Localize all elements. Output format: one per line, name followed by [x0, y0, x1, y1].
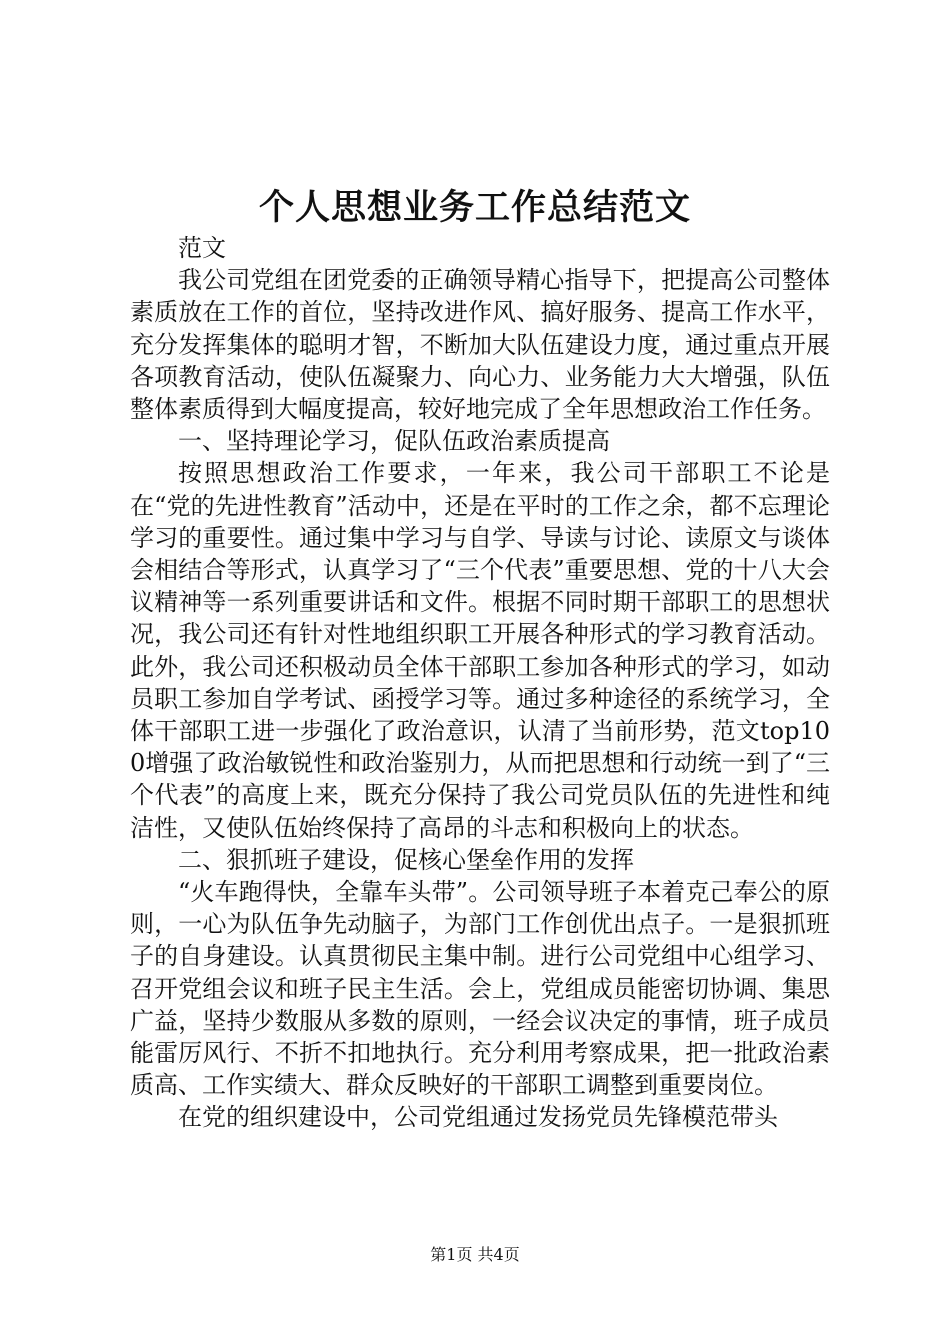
paragraph-section-1: 按照思想政治工作要求，一年来，我公司干部职工不论是在“党的先进性教育”活动中，还是在平时的工作之余，都不忘理论学习的重要性。通过集中学习与自学、导读与讨论、读原文与谈体会相结合等形式，认真学习了“三个代表”重要思想、党的十八大会议精神等一系列重要讲话和文件。根据不同时期干部职工的思想状况，我公司还有针对性地组织职工开展各种形式的学习教育活动。此外，我公司还积极动员全体干部职工参加各种形式的学习，如动员职工参加自学考试、函授学习等。通过多种途径的系统学习，全体干部职工进一步强化了政治意识，认清了当前形势，范文top100增强了政治敏锐性和政治鉴别力，从而把思想和行动统一到了“三个代表”的高度上来，既充分保持了我公司党员队伍的先进性和纯洁性，又使队伍始终保持了高昂的斗志和积极向上的状态。	[130, 459, 830, 842]
document-body	[130, 232, 830, 1134]
section-heading-1: 一、坚持理论学习，促队伍政治素质提高	[178, 427, 610, 456]
document-title: 个人思想业务工作总结范文	[258, 187, 691, 228]
paragraph-intro: 我公司党组在团党委的正确领导精心指导下，把提高公司整体素质放在工作的首位，坚持改进作风、搞好服务、提高工作水平，充分发挥集体的聪明才智，不断加大队伍建设力度，通过重点开展各项教育活动，使队伍凝聚力、向心力、业务能力大大增强，队伍整体素质得到大幅度提高，较好地完成了全年思想政治工作任务。	[130, 266, 830, 424]
section-heading-2: 二、狠抓班子建设，促核心堡垒作用的发挥	[178, 845, 634, 874]
paragraph-section-2: “火车跑得快，全靠车头带”。公司领导班子本着克己奉公的原则，一心为队伍争先动脑子，为部门工作创优出点子。一是狠抓班子的自身建设。认真贯彻民主集中制。进行公司党组中心组学习、召开党组会议和班子民主生活。会上，党组成员能密切协调、集思广益，坚持少数服从多数的原则，一经会议决定的事情，班子成员能雷厉风行、不折不扣地执行。充分利用考察成果，把一批政治素质高、工作实绩大、群众反映好的干部职工调整到重要岗位。	[130, 878, 830, 1100]
page-footer: 第1页 共4页	[430, 1245, 520, 1264]
paragraph-continued: 在党的组织建设中，公司党组通过发扬党员先锋模范带头	[178, 1103, 778, 1132]
paragraph-label: 范文	[178, 234, 226, 262]
